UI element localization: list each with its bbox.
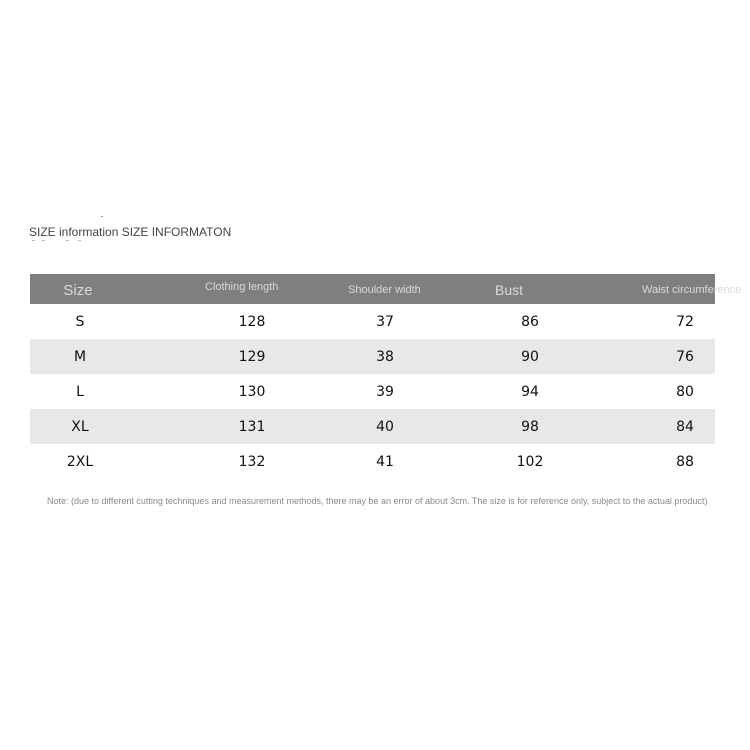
cell-shoulder-width: 38 xyxy=(376,348,394,365)
cell-bust: 90 xyxy=(521,348,539,365)
cell-shoulder-width: 39 xyxy=(376,383,394,400)
header-clothing-length: Clothing length xyxy=(205,281,279,293)
cell-shoulder-width: 37 xyxy=(376,313,394,330)
cell-bust: 102 xyxy=(516,453,544,470)
header-shoulder-width: Shoulder width xyxy=(348,284,421,296)
cell-size: L xyxy=(76,383,84,400)
cell-waist-circumference: 80 xyxy=(676,383,694,400)
cell-waist-circumference: 88 xyxy=(676,453,694,470)
cell-clothing-length: 131 xyxy=(238,418,266,435)
table-header-row xyxy=(30,274,742,304)
size-info-heading: SIZE information SIZE INFORMATON xyxy=(29,225,232,239)
cell-shoulder-width: 40 xyxy=(376,418,394,435)
cell-bust: 86 xyxy=(521,313,539,330)
table-row xyxy=(30,409,715,444)
table-row xyxy=(30,304,715,339)
cell-waist-circumference: 76 xyxy=(676,348,694,365)
cell-clothing-length: 128 xyxy=(238,313,266,330)
cell-bust: 94 xyxy=(521,383,539,400)
cell-clothing-length: 130 xyxy=(238,383,266,400)
size-chart-table xyxy=(30,274,742,479)
cell-size: M xyxy=(73,348,87,365)
table-row xyxy=(30,374,715,409)
cell-waist-circumference: 72 xyxy=(676,313,694,330)
cell-clothing-length: 132 xyxy=(238,453,266,470)
decorative-dots xyxy=(30,240,90,242)
cell-size: S xyxy=(75,313,85,330)
header-bust: Bust xyxy=(495,282,524,298)
cell-size: 2XL xyxy=(66,453,94,470)
cell-clothing-length: 129 xyxy=(238,348,266,365)
measurement-note: Note: (due to different cutting techniques and measurement methods, there may be an error of about 3cm. The size is for reference only, subject to the actual product) xyxy=(47,496,708,506)
cell-waist-circumference: 84 xyxy=(676,418,694,435)
header-waist-circumference: Waist circumference xyxy=(642,284,742,296)
cell-bust: 98 xyxy=(521,418,539,435)
table-row xyxy=(30,339,715,374)
cell-shoulder-width: 41 xyxy=(376,453,394,470)
decorative-mark xyxy=(101,216,103,217)
table-row xyxy=(30,444,715,479)
header-size: Size xyxy=(63,281,93,299)
cell-size: XL xyxy=(71,418,89,435)
